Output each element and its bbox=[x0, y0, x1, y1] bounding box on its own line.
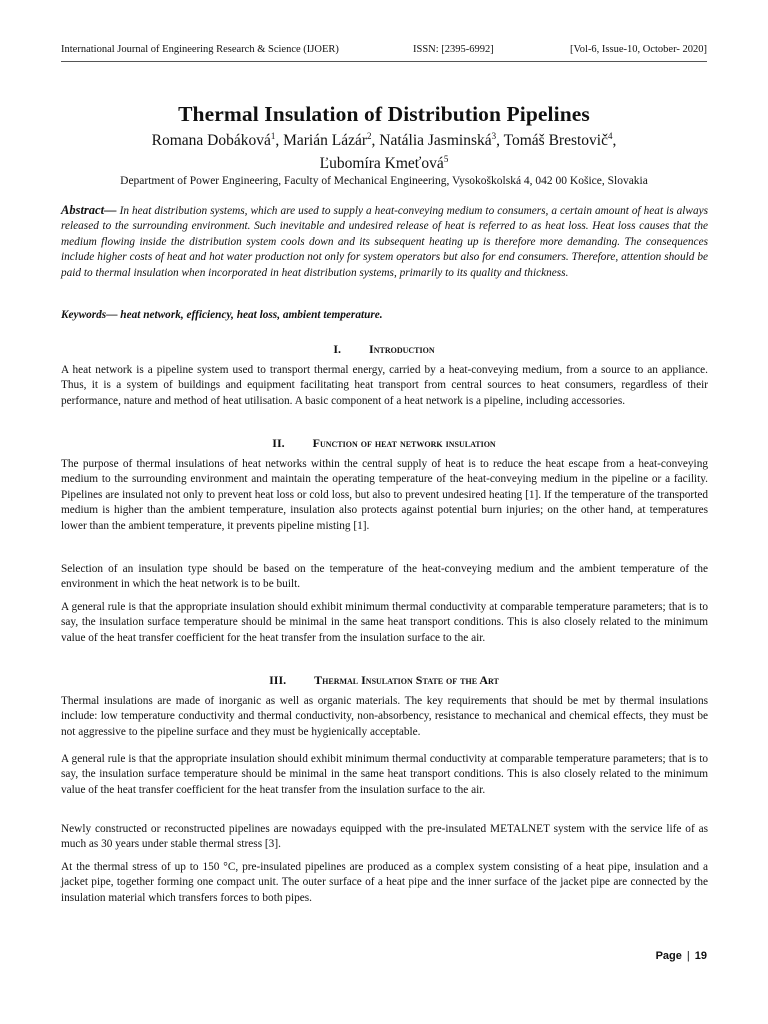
section-title: Introduction bbox=[369, 342, 435, 356]
author: Marián Lázár bbox=[283, 132, 368, 150]
author-sup: 4 bbox=[608, 131, 613, 141]
paragraph: At the thermal stress of up to 150 °C, pre-insulated pipelines are produced as a complex system consisting of a heat pipe, insulation and a jacket pipe, together forming one compact unit. The outer surface of a heat pipe and the inner surface of the jacket pipe are connected by the insulation material which transfers forces to both pipes. bbox=[61, 861, 708, 904]
section-number: III. bbox=[269, 673, 287, 687]
page-number bbox=[656, 950, 707, 962]
header-divider bbox=[61, 61, 707, 62]
abstract-text: In heat distribution systems, which are used to supply a heat-conveying medium to consumers, a certain amount of heat is always released to the surrounding environment. Such inevitable and undesired release of heat is referred to as heat loss. Heat loss causes that the medium flowing inside the distribution system cools down and its subsequent heating up is therefore more demanding. The consequences include higher costs of heat and hot water production not only for system operators but also for end consumers. Therefore, attention should be paid to thermal insulation when incorporated in heat distribution systems, primarily to its quality and thickness. bbox=[61, 205, 709, 279]
author-sup: 1 bbox=[270, 131, 276, 141]
author-sup: 5 bbox=[443, 154, 449, 165]
issn: ISSN: [2395-6992] bbox=[413, 44, 494, 55]
page-separator: | bbox=[686, 950, 690, 962]
volume-info: [Vol-6, Issue-10, October- 2020] bbox=[570, 44, 707, 55]
section-heading bbox=[0, 342, 768, 357]
section-heading bbox=[0, 436, 768, 451]
paragraph: A general rule is that the appropriate insulation should exhibit minimum thermal conductivity at comparable temperature parameters; that is to say, the insulation surface temperature should be minimal in the same heat transport conditions. This is also closely related to the minimum value of the heat transfer coefficient for the heat transfer from the insulation surface to the air. bbox=[61, 601, 708, 644]
section-title: Function of heat network insulation bbox=[312, 436, 496, 450]
author-sup: 3 bbox=[491, 131, 497, 141]
page-value: 19 bbox=[694, 950, 707, 962]
section-heading bbox=[0, 673, 768, 688]
paragraph: Thermal insulations are made of inorganic as well as organic materials. The key requirements that should be met by thermal insulations include: low temperature conductivity and thermal conductivity, non-absorbency, resistance to mechanical and chemical effects, they must be not aggressive to the pipeline surface and they must be hygienically acceptable. bbox=[61, 695, 708, 738]
section-number: II. bbox=[272, 436, 285, 450]
paragraph: The purpose of thermal insulations of heat networks within the central supply of heat is to reduce the heat escape from a heat-conveying medium to the surrounding environment and maintain the operating temperature of the heat-conveying medium in the pipeline or a facility. Pipelines are insulated not only to prevent heat loss or cold loss, but also to prevent undesired heating [1]. If the temperature of the transported medium is higher than the ambient temperature, insulation also protects against potential burn injuries; on the other hand, at temperatures lower than the ambient temperature, it prevents pipeline misting [1]. bbox=[61, 458, 708, 532]
section-number: I. bbox=[333, 342, 342, 356]
author-sup: 2 bbox=[367, 131, 372, 141]
paragraph: Newly constructed or reconstructed pipelines are nowadays equipped with the pre-insulated METALNET system with the service life of as much as 30 years under stable thermal stress [3]. bbox=[61, 823, 708, 851]
author: Ľubomíra Kmeťová bbox=[319, 155, 444, 173]
abstract-label: Abstract— bbox=[61, 203, 117, 217]
section-title: Thermal Insulation State of the Art bbox=[314, 673, 499, 687]
paper-title: Thermal Insulation of Distribution Pipelines bbox=[178, 102, 590, 126]
journal-name: International Journal of Engineering Research & Science (IJOER) bbox=[61, 44, 339, 55]
affiliation: Department of Power Engineering, Faculty of Mechanical Engineering, Vysokoškolská 4, 042 00 Košice, Slovakia bbox=[120, 175, 648, 187]
author: Natália Jasminská bbox=[379, 132, 492, 150]
paragraph: A heat network is a pipeline system used to transport thermal energy, carried by a heat-conveying medium, from a source to an appliance. Thus, it is a system of buildings and equipment facilitating heat transport from central sources to heat consumers, regardless of their performance, nature and method of heat utilisation. A basic component of a heat network is a pipeline, including accessories. bbox=[61, 364, 708, 407]
paragraph: Selection of an insulation type should be based on the temperature of the heat-conveying medium and the ambient temperature of the environment in which the heat network is to be built. bbox=[61, 563, 708, 591]
author: Romana Dobáková bbox=[151, 132, 271, 150]
author: Tomáš Brestovič bbox=[503, 132, 608, 150]
page-header bbox=[61, 42, 707, 60]
paragraph: A general rule is that the appropriate insulation should exhibit minimum thermal conductivity at comparable temperature parameters; that is to say, the insulation surface temperature should be minimal in the same heat transport conditions. This is also closely related to the minimum value of the heat transfer coefficient for the heat transfer from the insulation surface to the air. bbox=[61, 753, 708, 796]
abstract bbox=[61, 203, 708, 281]
author-list: Romana Dobáková$^1$, Marián Lázár$^2$, Natália Jasminská$^3$, Tomáš Brestovič$^4$, Ľubomíra Kmeťová$^5$ bbox=[151, 131, 617, 173]
keywords: Keywords— heat network, efficiency, heat loss, ambient temperature. bbox=[61, 309, 383, 321]
page-label: Page bbox=[655, 950, 682, 962]
